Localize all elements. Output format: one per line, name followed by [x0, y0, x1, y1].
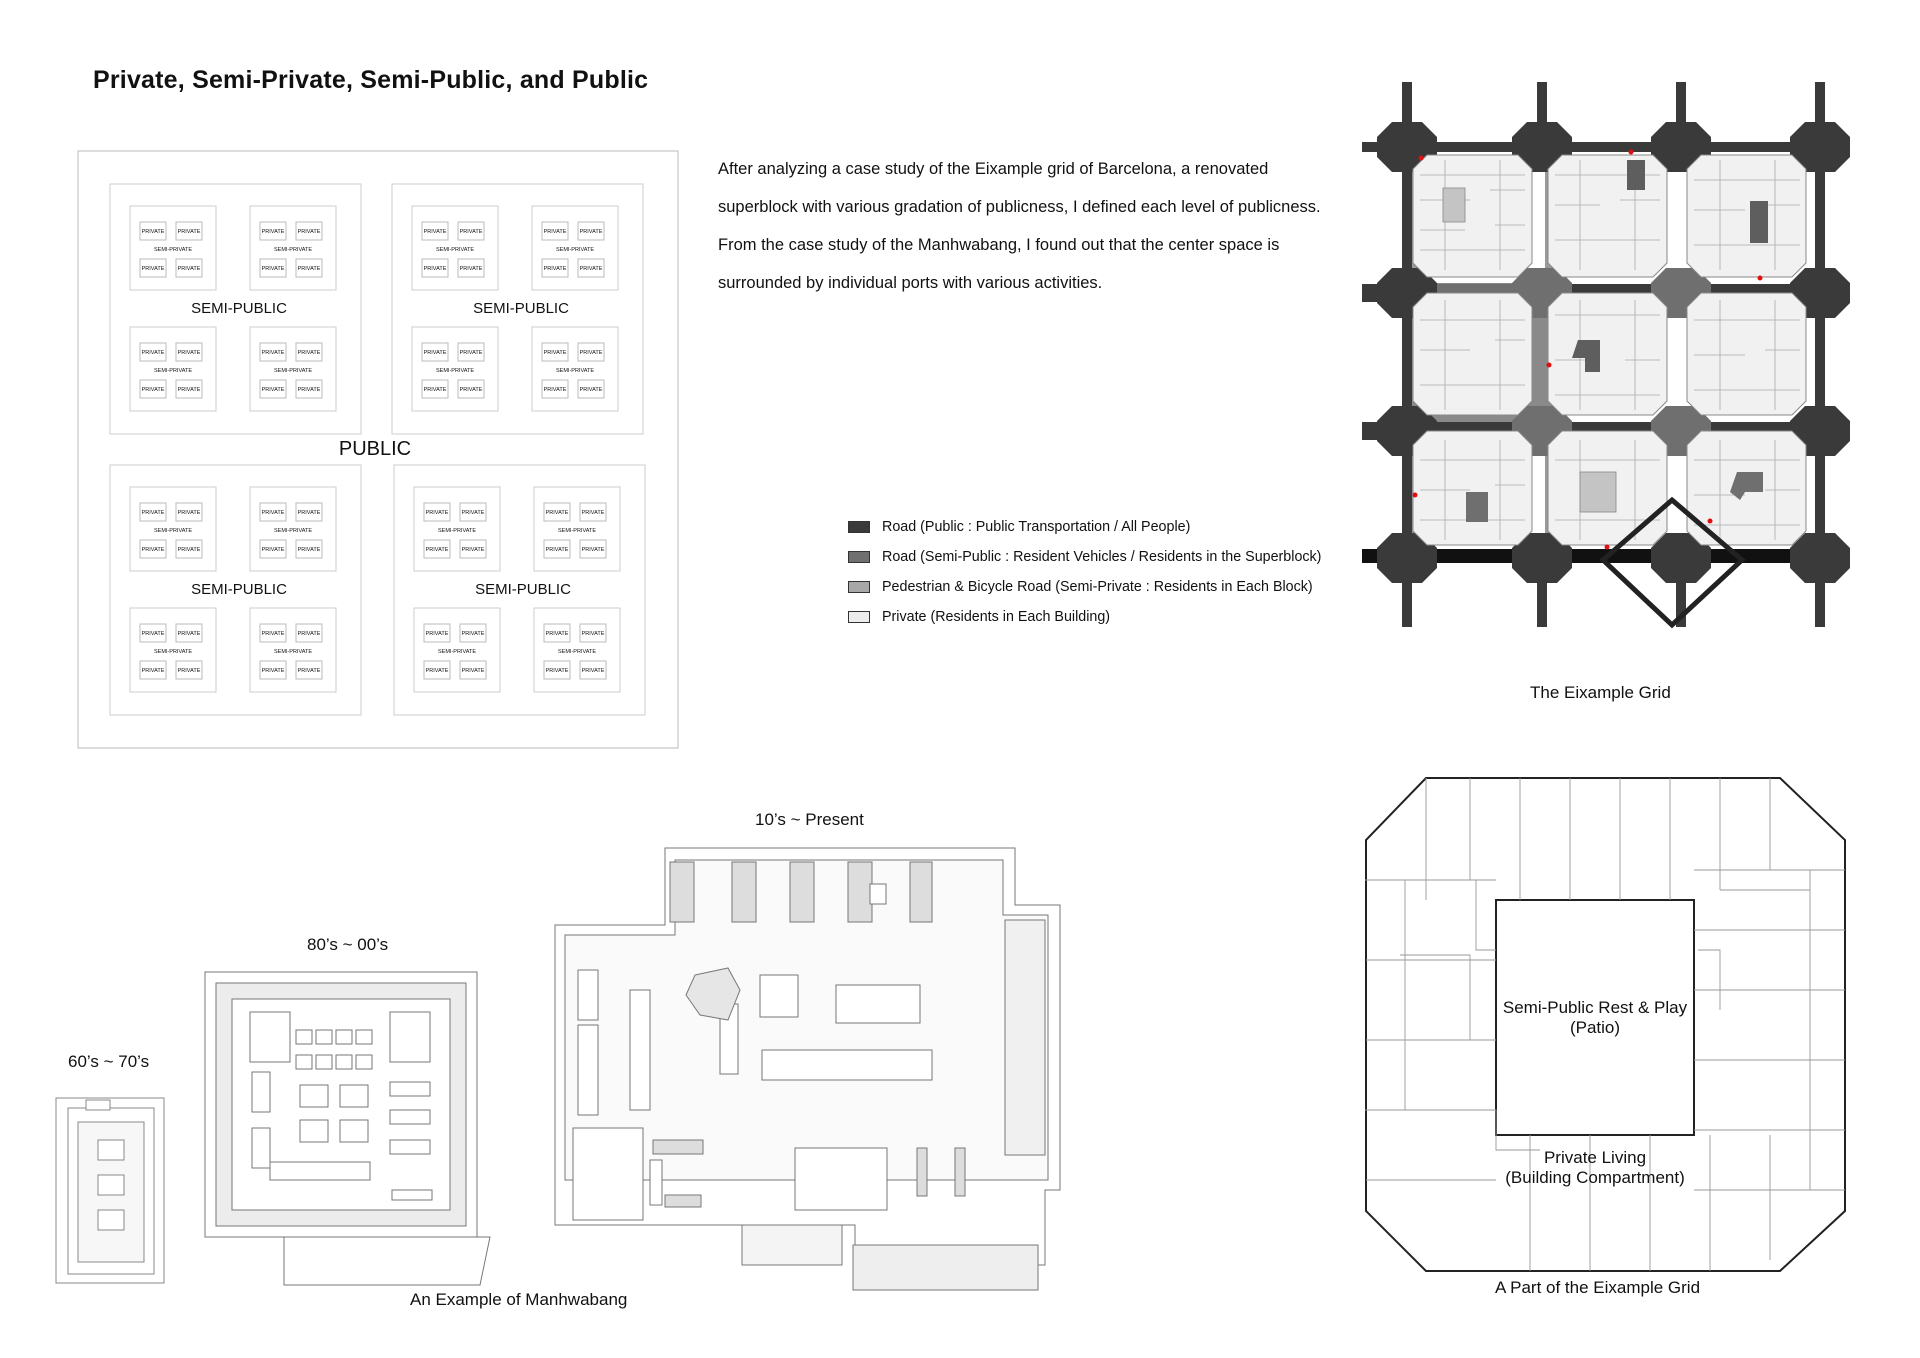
- semi-private-label: SEMI-PRIVATE: [274, 247, 312, 253]
- private-label: PRIVATE: [261, 668, 285, 674]
- plan-10s-present: [555, 848, 1060, 1290]
- private-label: PRIVATE: [177, 387, 201, 393]
- private-label: PRIVATE: [141, 631, 165, 637]
- private-label: PRIVATE: [177, 266, 201, 272]
- private-label: PRIVATE: [297, 510, 321, 516]
- private-label: PRIVATE: [545, 668, 569, 674]
- semi-private-label: SEMI-PRIVATE: [438, 649, 476, 655]
- private-label: PRIVATE: [581, 631, 605, 637]
- semi-public-label: SEMI-PUBLIC: [191, 581, 287, 598]
- caption-part-of-grid: A Part of the Eixample Grid: [1495, 1278, 1701, 1297]
- private-label: PRIVATE: [579, 229, 603, 235]
- private-label: PRIVATE: [177, 510, 201, 516]
- semi-private-label: SEMI-PRIVATE: [154, 247, 192, 253]
- private-label: PRIVATE: [261, 350, 285, 356]
- semi-private-label: SEMI-PRIVATE: [154, 649, 192, 655]
- private-label: PRIVATE: [425, 631, 449, 637]
- private-label: PRIVATE: [297, 387, 321, 393]
- semi-private-label: SEMI-PRIVATE: [556, 247, 594, 253]
- private-label: PRIVATE: [543, 266, 567, 272]
- legend-label: Road (Semi-Public : Resident Vehicles / Residents in the Superblock): [882, 549, 1322, 565]
- private-label: PRIVATE: [461, 631, 485, 637]
- public-label: PUBLIC: [338, 438, 412, 460]
- private-label: PRIVATE: [177, 229, 201, 235]
- private-label: PRIVATE: [581, 547, 605, 553]
- semi-private-label: SEMI-PRIVATE: [438, 528, 476, 534]
- private-label: PRIVATE: [141, 350, 165, 356]
- private-label: PRIVATE: [579, 266, 603, 272]
- private-living-label-line2: (Building Compartment): [1505, 1168, 1685, 1187]
- caption-era-60s: 60’s ~ 70’s: [68, 1052, 150, 1071]
- private-label: PRIVATE: [261, 387, 285, 393]
- private-label: PRIVATE: [545, 547, 569, 553]
- legend-label: Pedestrian & Bicycle Road (Semi-Private : Residents in Each Block): [882, 579, 1313, 595]
- private-label: PRIVATE: [579, 387, 603, 393]
- private-label: PRIVATE: [545, 510, 569, 516]
- private-label: PRIVATE: [459, 266, 483, 272]
- private-label: PRIVATE: [543, 387, 567, 393]
- private-label: PRIVATE: [423, 350, 447, 356]
- plan-60s-70s: [56, 1098, 164, 1283]
- patio-label-line2: (Patio): [1569, 1018, 1621, 1037]
- semi-private-label: SEMI-PRIVATE: [154, 368, 192, 374]
- private-label: PRIVATE: [461, 668, 485, 674]
- private-label: PRIVATE: [177, 631, 201, 637]
- caption-manhwabang: An Example of Manhwabang: [410, 1290, 628, 1309]
- private-label: PRIVATE: [261, 510, 285, 516]
- private-label: PRIVATE: [459, 350, 483, 356]
- private-label: PRIVATE: [297, 350, 321, 356]
- private-label: PRIVATE: [261, 229, 285, 235]
- private-label: PRIVATE: [425, 510, 449, 516]
- private-label: PRIVATE: [297, 668, 321, 674]
- private-label: PRIVATE: [459, 387, 483, 393]
- private-label: PRIVATE: [141, 510, 165, 516]
- semi-private-label: SEMI-PRIVATE: [556, 368, 594, 374]
- legend-label: Private (Residents in Each Building): [882, 609, 1111, 625]
- patio-label-line1: Semi-Public Rest & Play: [1502, 998, 1688, 1017]
- private-label: PRIVATE: [297, 547, 321, 553]
- private-label: PRIVATE: [141, 229, 165, 235]
- private-label: PRIVATE: [141, 547, 165, 553]
- semi-private-label: SEMI-PRIVATE: [274, 368, 312, 374]
- semi-private-label: SEMI-PRIVATE: [154, 528, 192, 534]
- semi-private-label: SEMI-PRIVATE: [436, 368, 474, 374]
- private-label: PRIVATE: [543, 350, 567, 356]
- private-living-label-line1: Private Living: [1543, 1148, 1647, 1167]
- semi-private-label: SEMI-PRIVATE: [274, 528, 312, 534]
- private-label: PRIVATE: [425, 668, 449, 674]
- private-label: PRIVATE: [141, 266, 165, 272]
- semi-private-label: SEMI-PRIVATE: [558, 528, 596, 534]
- private-label: PRIVATE: [261, 631, 285, 637]
- private-label: PRIVATE: [141, 387, 165, 393]
- private-label: PRIVATE: [581, 510, 605, 516]
- semi-private-label: SEMI-PRIVATE: [436, 247, 474, 253]
- private-label: PRIVATE: [543, 229, 567, 235]
- private-label: PRIVATE: [297, 266, 321, 272]
- private-label: PRIVATE: [261, 547, 285, 553]
- private-label: PRIVATE: [177, 547, 201, 553]
- private-label: PRIVATE: [141, 668, 165, 674]
- page-title: Private, Semi-Private, Semi-Public, and Public: [93, 66, 649, 94]
- private-label: PRIVATE: [423, 229, 447, 235]
- intro-paragraph: After analyzing a case study of the Eixample grid of Barcelona, a renovated superblock with various gradation of publicness, I defined each level of publicness. From the case study of the Manhwabang, I found out that the center space is surrounded by individual ports with various activities.: [718, 160, 1321, 292]
- legend-label: Road (Public : Public Transportation / All People): [882, 519, 1191, 535]
- private-label: PRIVATE: [297, 229, 321, 235]
- caption-era-10s: 10’s ~ Present: [755, 810, 864, 829]
- semi-public-label: SEMI-PUBLIC: [475, 581, 571, 598]
- semi-public-label: SEMI-PUBLIC: [191, 300, 287, 317]
- plan-80s-00s: [205, 972, 490, 1285]
- private-label: PRIVATE: [297, 631, 321, 637]
- private-label: PRIVATE: [261, 266, 285, 272]
- private-label: PRIVATE: [581, 668, 605, 674]
- caption-era-80s: 80’s ~ 00’s: [307, 935, 389, 954]
- private-label: PRIVATE: [545, 631, 569, 637]
- semi-private-label: SEMI-PRIVATE: [274, 649, 312, 655]
- caption-eixample-grid: The Eixample Grid: [1530, 683, 1671, 702]
- private-label: PRIVATE: [579, 350, 603, 356]
- private-label: PRIVATE: [461, 510, 485, 516]
- private-label: PRIVATE: [423, 266, 447, 272]
- semi-private-label: SEMI-PRIVATE: [558, 649, 596, 655]
- private-label: PRIVATE: [177, 350, 201, 356]
- private-label: PRIVATE: [423, 387, 447, 393]
- private-label: PRIVATE: [425, 547, 449, 553]
- private-label: PRIVATE: [177, 668, 201, 674]
- private-label: PRIVATE: [461, 547, 485, 553]
- semi-public-label: SEMI-PUBLIC: [473, 300, 569, 317]
- private-label: PRIVATE: [459, 229, 483, 235]
